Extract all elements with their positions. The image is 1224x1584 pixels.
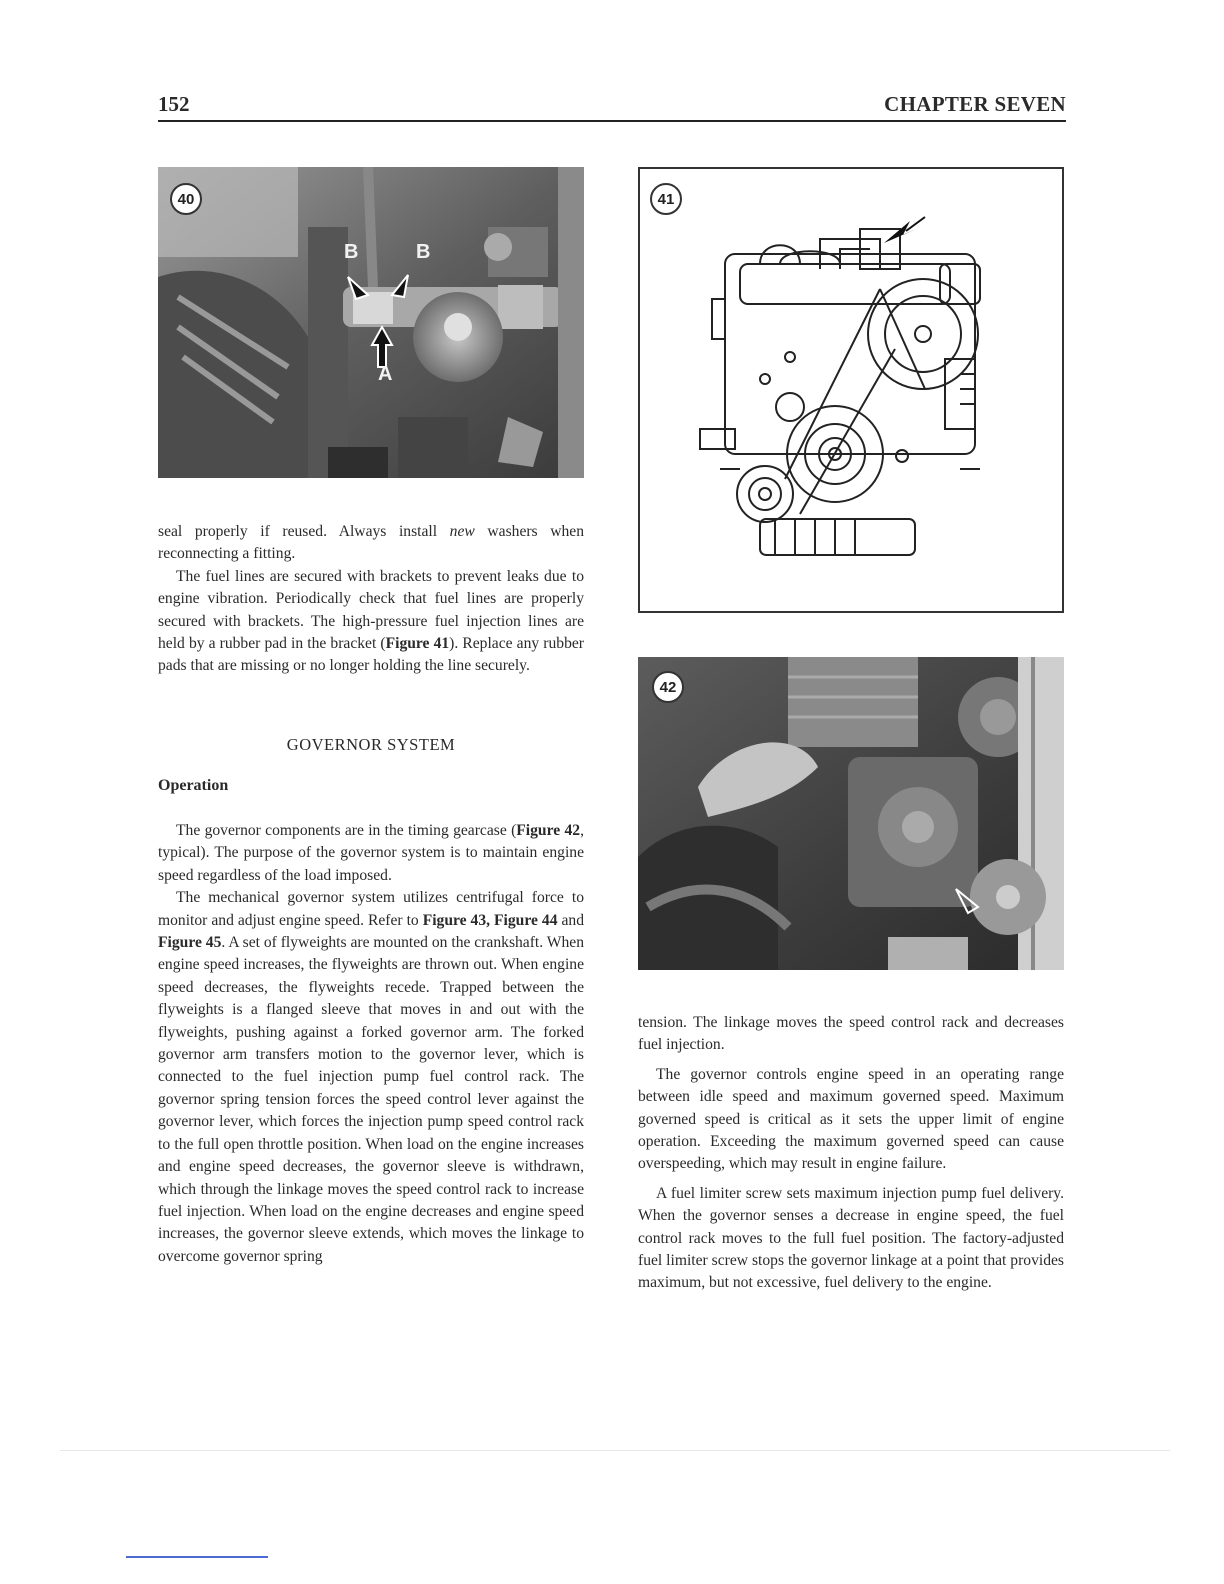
figure-reference: Figure 41 [385, 635, 450, 653]
text-run: . A set of flyweights are mounted on the crankshaft. When engine speed increases, the flyweights are thrown out. When engine speed decreases, the flyweights recede. Trapped between the flyweights is a flanged sleeve that moves in and out with the flyweights, pushing against a forked governor arm. The forked governor arm transfers motion to the governor lever, which is connected to the fuel injection pump fuel control rack. The governor spring tension forces the speed control lever against the governor lever, which forces the injection pump speed control rack to the full open throttle position. When load on the engine increases and engine speed decreases, the governor sleeve is withdrawn, which through the linkage moves the speed control rack to increase fuel injection. When load on the engine decreases and engine speed increases, the governor sleeve extends, which moves the linkage to overcome governor spring [158, 934, 584, 1265]
subsection-title: Operation [158, 777, 229, 794]
page-number: 152 [158, 92, 190, 116]
emphasis-new: new [449, 523, 475, 540]
figure-reference: Figure 42 [516, 822, 581, 839]
text-run: ). Replace any rubber pads that are missing or no longer holding the line securely. [158, 635, 584, 675]
section-title: GOVERNOR SYSTEM [286, 735, 456, 754]
paragraph [158, 566, 584, 678]
figure-40-badge: 40 [170, 183, 202, 215]
figure-41-illustration [640, 169, 1062, 611]
text-run: and [557, 911, 584, 929]
text-run: The fuel lines are secured with brackets to prevent leaks due to engine vibration. Periodically check that fuel lines are properly secured with brackets. The high-pressure fuel injection lines are held by a rubber pad in the bracket ( [158, 567, 584, 653]
page-header [158, 92, 1066, 122]
figure-42-badge: 42 [652, 671, 684, 703]
paragraph [158, 887, 584, 1268]
paragraph [158, 521, 584, 566]
text-run: The mechanical governor system utilizes centrifugal force to monitor and adjust engine speed. Refer to [158, 889, 584, 929]
figure-41-drawing [638, 167, 1064, 613]
left-column-top-text [158, 521, 584, 678]
left-column-bottom-text [158, 820, 584, 1268]
text-run: washers when reconnecting a fitting. [158, 523, 584, 563]
text-run: , [486, 911, 495, 929]
scan-blue-mark [126, 1556, 268, 1558]
figure-40-label-a: A [378, 363, 393, 385]
chapter-title: CHAPTER SEVEN [884, 92, 1066, 116]
figure-reference: Figure 43 [422, 911, 487, 929]
figure-40-label-b-left: B [344, 241, 359, 263]
figure-40-illustration [158, 167, 584, 478]
paragraph: The governor controls engine speed in an operating range between idle speed and maximum governed speed. Maximum governed speed is critical as it sets the upper limit of engine operation. Exceeding the maximum governed speed can cause overspeeding, which may result in engine failure. [638, 1065, 1064, 1173]
paragraph: A fuel limiter screw sets maximum injection pump fuel delivery. When the governor senses a decrease in engine speed, the fuel control rack moves to the full fuel position. The factory-adjusted fuel limiter screw stops the governor linkage at a point that provides maximum, but not excessive, fuel delivery to the engine. [638, 1184, 1064, 1292]
figure-reference: Figure 44 [494, 911, 558, 929]
text-run: The governor components are in the timing gearcase ( [176, 822, 517, 839]
paragraph: tension. The linkage moves the speed control rack and decreases fuel injection. [638, 1014, 1064, 1054]
figure-42-illustration [638, 657, 1064, 970]
text-run: seal properly if reused. Always install [158, 523, 450, 540]
figure-40-photo [158, 167, 584, 478]
scan-edge-line [60, 1450, 1170, 1451]
text-run: , typical). The purpose of the governor system is to maintain engine speed regardless of the load imposed. [158, 822, 584, 884]
right-column-text [638, 1012, 1064, 1295]
figure-41-badge: 41 [650, 183, 682, 215]
figure-42-photo [638, 657, 1064, 970]
paragraph [158, 820, 584, 887]
figure-reference: Figure 45 [158, 934, 222, 952]
figure-40-label-b-right: B [416, 241, 431, 263]
